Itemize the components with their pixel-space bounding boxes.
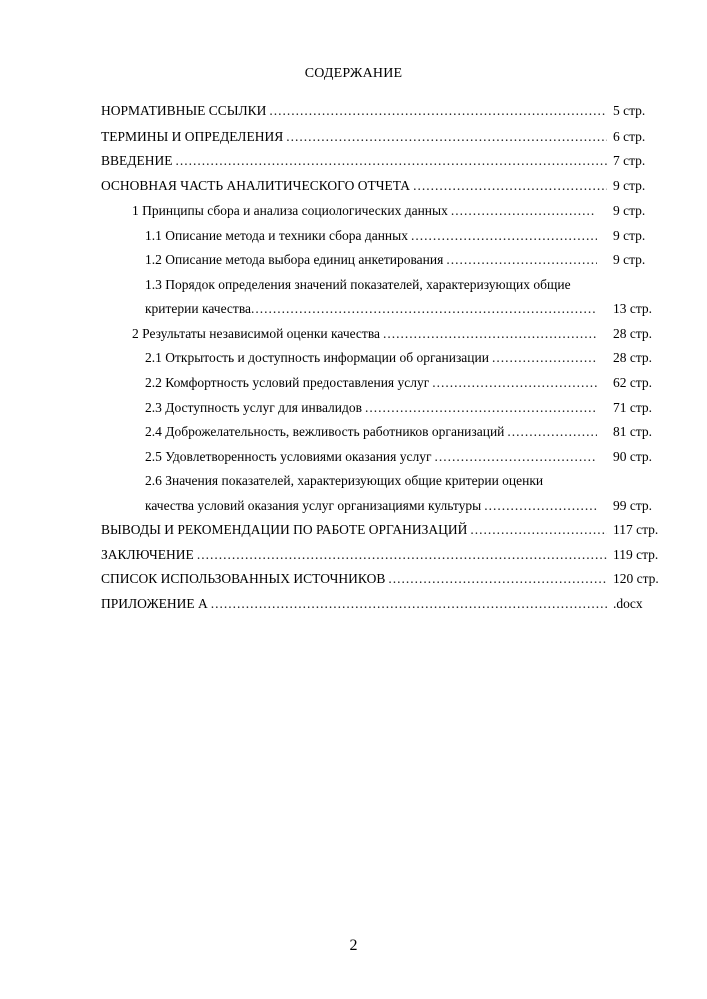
toc-entry-text: 1 Принципы сбора и анализа социологических данных	[132, 203, 448, 218]
toc-page-number: 6 стр.	[613, 129, 646, 144]
toc-entry-section-2-2	[0, 373, 707, 393]
dot-leader	[197, 545, 607, 565]
dot-leader	[269, 101, 607, 121]
toc-entry-section-2	[0, 324, 707, 344]
toc-entry-normative-references	[0, 101, 707, 121]
toc-page-number: 9 стр.	[613, 252, 646, 267]
toc-page-number: 9 стр.	[613, 228, 646, 243]
dot-leader	[492, 348, 597, 368]
toc-entry-text: 2.1 Открытость и доступность информации об организации	[145, 350, 489, 365]
toc-entry-section-2-1	[0, 348, 707, 368]
toc-entry-section-2-5	[0, 447, 707, 467]
toc-entry-text: 1.1 Описание метода и техники сбора данных	[145, 228, 408, 243]
toc-page-number: 7 стр.	[613, 153, 646, 168]
dot-leader	[484, 496, 597, 516]
dot-leader	[432, 373, 597, 393]
toc-entry-text: 2.3 Доступность услуг для инвалидов	[145, 400, 363, 415]
toc-page-number: 71 стр.	[613, 400, 653, 415]
dot-leader	[383, 324, 597, 344]
toc-entry-section-1	[0, 201, 707, 221]
toc-entry-section-1-2	[0, 250, 707, 270]
toc-entry-section-1-3-continued	[0, 299, 707, 319]
toc-entry-text: ВВЕДЕНИЕ	[101, 153, 173, 168]
toc-page-number: 9 стр.	[613, 178, 646, 193]
toc-page-number: 90 стр.	[613, 449, 653, 464]
toc-entry-section-1-1	[0, 226, 707, 246]
toc-page-number: 119 стр.	[613, 547, 659, 562]
toc-page-number: 81 стр.	[613, 424, 653, 439]
toc-page-number: 5 стр.	[613, 103, 646, 118]
toc-entry-section-2-4	[0, 422, 707, 442]
toc-entry-references	[0, 569, 707, 589]
toc-page-number: 13 стр.	[613, 301, 653, 316]
toc-entry-text: 2.4 Доброжелательность, вежливость работников организаций	[145, 424, 505, 439]
toc-page-number: 120 стр.	[613, 571, 659, 586]
toc-page-number: 9 стр.	[613, 203, 646, 218]
page-number: 2	[349, 937, 358, 954]
dot-leader	[435, 447, 598, 467]
toc-entry-section-2-6	[0, 471, 707, 491]
toc-entry-text: качества условий оказания услуг организациями культуры	[145, 498, 482, 513]
toc-entry-text: ЗАКЛЮЧЕНИЕ	[101, 547, 194, 562]
toc-entry-text: 2.2 Комфортность условий предоставления услуг	[145, 375, 430, 390]
toc-entry-terms-definitions	[0, 127, 707, 147]
toc-entry-text: 1.2 Описание метода выбора единиц анкетирования	[145, 252, 444, 267]
dot-leader	[365, 398, 597, 418]
dot-leader	[451, 201, 595, 221]
toc-entry-text: 2.5 Удовлетворенность условиями оказания услуг	[145, 449, 432, 464]
toc-entry-section-1-3	[0, 275, 707, 295]
dot-leader	[413, 176, 607, 196]
toc-title: СОДЕРЖАНИЕ	[304, 66, 403, 81]
toc-entry-text: критерии качества	[145, 301, 252, 316]
toc-entry-text: ОСНОВНАЯ ЧАСТЬ АНАЛИТИЧЕСКОГО ОТЧЕТА	[101, 178, 411, 193]
dot-leader	[507, 422, 597, 442]
toc-page-number: .docx	[613, 596, 643, 611]
toc-page-number: 28 стр.	[613, 350, 653, 365]
toc-entry-appendix-a	[0, 594, 707, 614]
toc-entry-text: НОРМАТИВНЫЕ ССЫЛКИ	[101, 103, 267, 118]
toc-entry-text: ТЕРМИНЫ И ОПРЕДЕЛЕНИЯ	[101, 129, 284, 144]
toc-entry-text: 2 Результаты независимой оценки качества	[132, 326, 381, 341]
toc-entry-text: 2.6 Значения показателей, характеризующих общие критерии оценки	[145, 473, 544, 488]
dot-leader	[411, 226, 597, 246]
toc-entry-conclusions-recommendations	[0, 520, 707, 540]
toc-page-number: 62 стр.	[613, 375, 653, 390]
toc-page-number: 117 стр.	[613, 522, 659, 537]
toc-entry-text: 1.3 Порядок определения значений показателей, характеризующих общие	[145, 277, 571, 292]
dot-leader	[251, 299, 597, 319]
dot-leader	[175, 151, 607, 171]
toc-entry-introduction	[0, 151, 707, 171]
toc-entry-section-2-6-continued	[0, 496, 707, 516]
toc-entry-main-part	[0, 176, 707, 196]
toc-page-number: 28 стр.	[613, 326, 653, 341]
toc-entry-text: ПРИЛОЖЕНИЕ А	[101, 596, 208, 611]
dot-leader	[286, 127, 607, 147]
dot-leader	[211, 594, 607, 614]
toc-entry-section-2-3	[0, 398, 707, 418]
dot-leader	[446, 250, 597, 270]
toc-entry-text: СПИСОК ИСПОЛЬЗОВАННЫХ ИСТОЧНИКОВ	[101, 571, 386, 586]
toc-page-number: 99 стр.	[613, 498, 653, 513]
dot-leader	[388, 569, 607, 589]
toc-entry-conclusion	[0, 545, 707, 565]
toc-entry-text: ВЫВОДЫ И РЕКОМЕНДАЦИИ ПО РАБОТЕ ОРГАНИЗАЦИЙ	[101, 522, 468, 537]
dot-leader	[470, 520, 607, 540]
